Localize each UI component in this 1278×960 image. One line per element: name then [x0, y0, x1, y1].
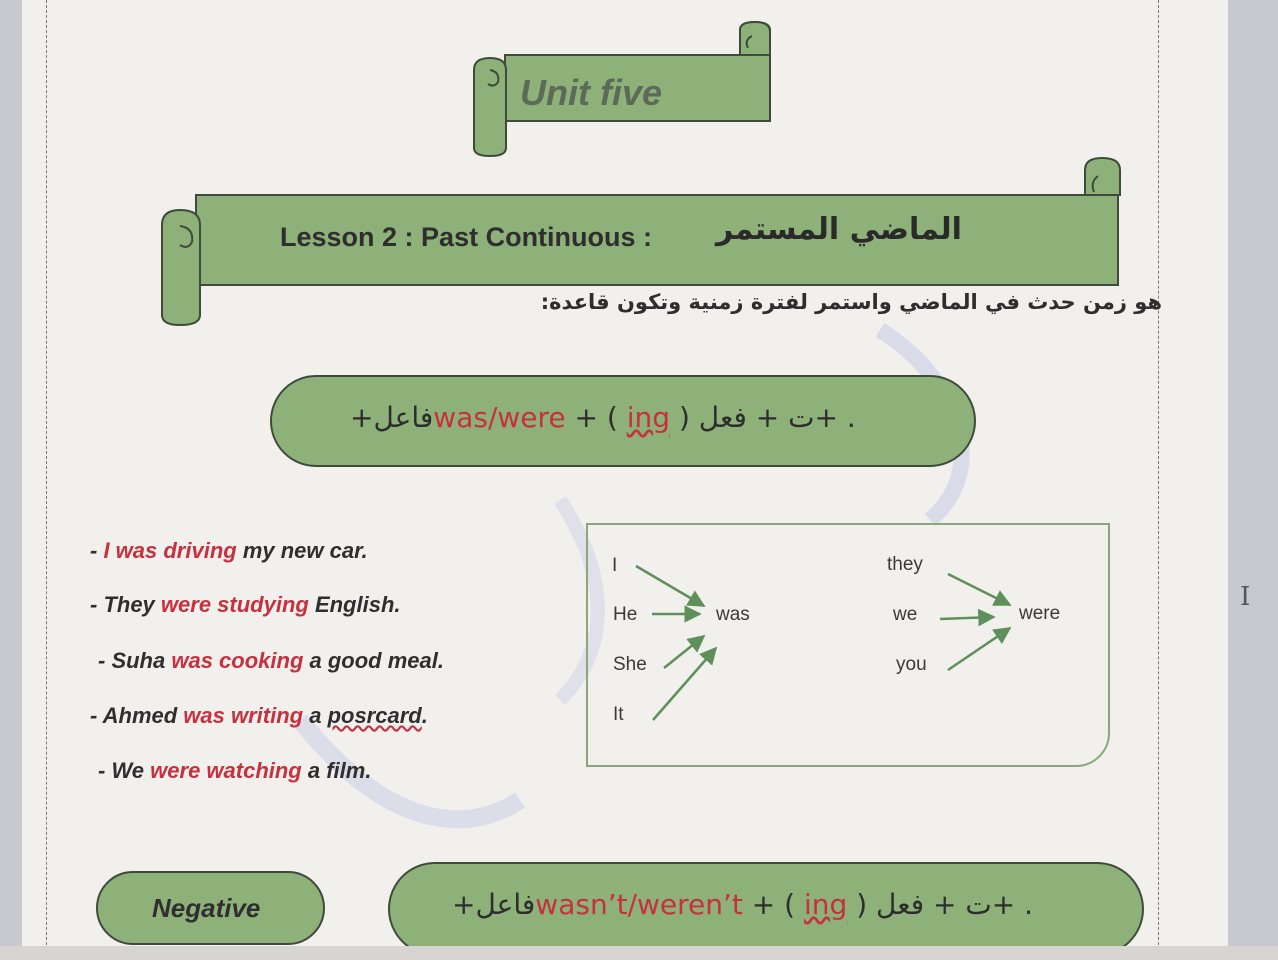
example-verb: were studying [160, 592, 309, 617]
formula-ing-open: ( [670, 401, 699, 434]
example-rest: a film. [301, 758, 372, 783]
pronoun-label: I [612, 555, 618, 576]
negative-formula-text [452, 888, 1092, 921]
example-prefix: - We [98, 758, 151, 783]
example-rest: a [303, 703, 328, 728]
neg-formula-ing-open: ( [847, 888, 877, 921]
arrow-icon [636, 566, 704, 606]
formula-suffix: فاعل+ [350, 401, 434, 434]
example-prefix: - Suha [98, 648, 172, 673]
pronoun-label: She [613, 654, 647, 675]
example-prefix: - [90, 538, 104, 563]
pronoun-label: they [887, 554, 923, 575]
neg-formula-suffix: فاعل+ [452, 888, 536, 921]
example-verb: I was driving [103, 538, 237, 563]
example-verb: was cooking [171, 648, 304, 673]
unit-title: Unit five [520, 72, 663, 113]
example-end: . [421, 703, 428, 728]
arrow-icon [940, 617, 994, 619]
formula-ing: ing [626, 401, 671, 434]
pronoun-label: It [613, 704, 624, 725]
neg-formula-prefix: . +ت + فعل [876, 888, 1034, 921]
verb-were-label: were [1019, 603, 1061, 624]
negative-label: Negative [152, 893, 261, 923]
example-prefix: - Ahmed [90, 703, 184, 728]
arrow-icon [948, 628, 1010, 670]
bottom-strip [0, 946, 1278, 960]
example-rest: my new car. [236, 538, 368, 563]
pronoun-label: you [896, 654, 927, 675]
arrow-icon [653, 648, 716, 720]
arrow-icon [664, 636, 704, 668]
pronoun-label: we [893, 604, 918, 625]
lesson-title: Lesson 2 : Past Continuous : [280, 222, 653, 252]
example-misspelled-word: posrcard [327, 703, 422, 728]
neg-formula-ing: ing [803, 888, 848, 921]
example-verb: was writing [183, 703, 304, 728]
verb-was-label: was [716, 604, 750, 625]
pronoun-label: He [613, 604, 638, 625]
definition-text: هو زمن حدث في الماضي واستمر لفترة زمنية وتكون قاعدة: [540, 290, 1162, 314]
formula-aux: was/were [433, 401, 566, 434]
text-cursor-icon: I [1240, 582, 1251, 612]
lesson-title-arabic: الماضي المستمر [716, 212, 962, 247]
example-rest: a good meal. [303, 648, 444, 673]
example-prefix: - They [90, 592, 161, 617]
example-rest: English. [308, 592, 401, 617]
example-verb: were watching [150, 758, 302, 783]
neg-formula-aux: wasn’t/weren’t [535, 888, 743, 921]
formula-prefix: . +ت + فعل [698, 401, 856, 434]
neg-formula-ing-close: ) + [742, 888, 804, 921]
arrow-icon [948, 574, 1010, 605]
formula-ing-close: ) + [565, 401, 627, 434]
